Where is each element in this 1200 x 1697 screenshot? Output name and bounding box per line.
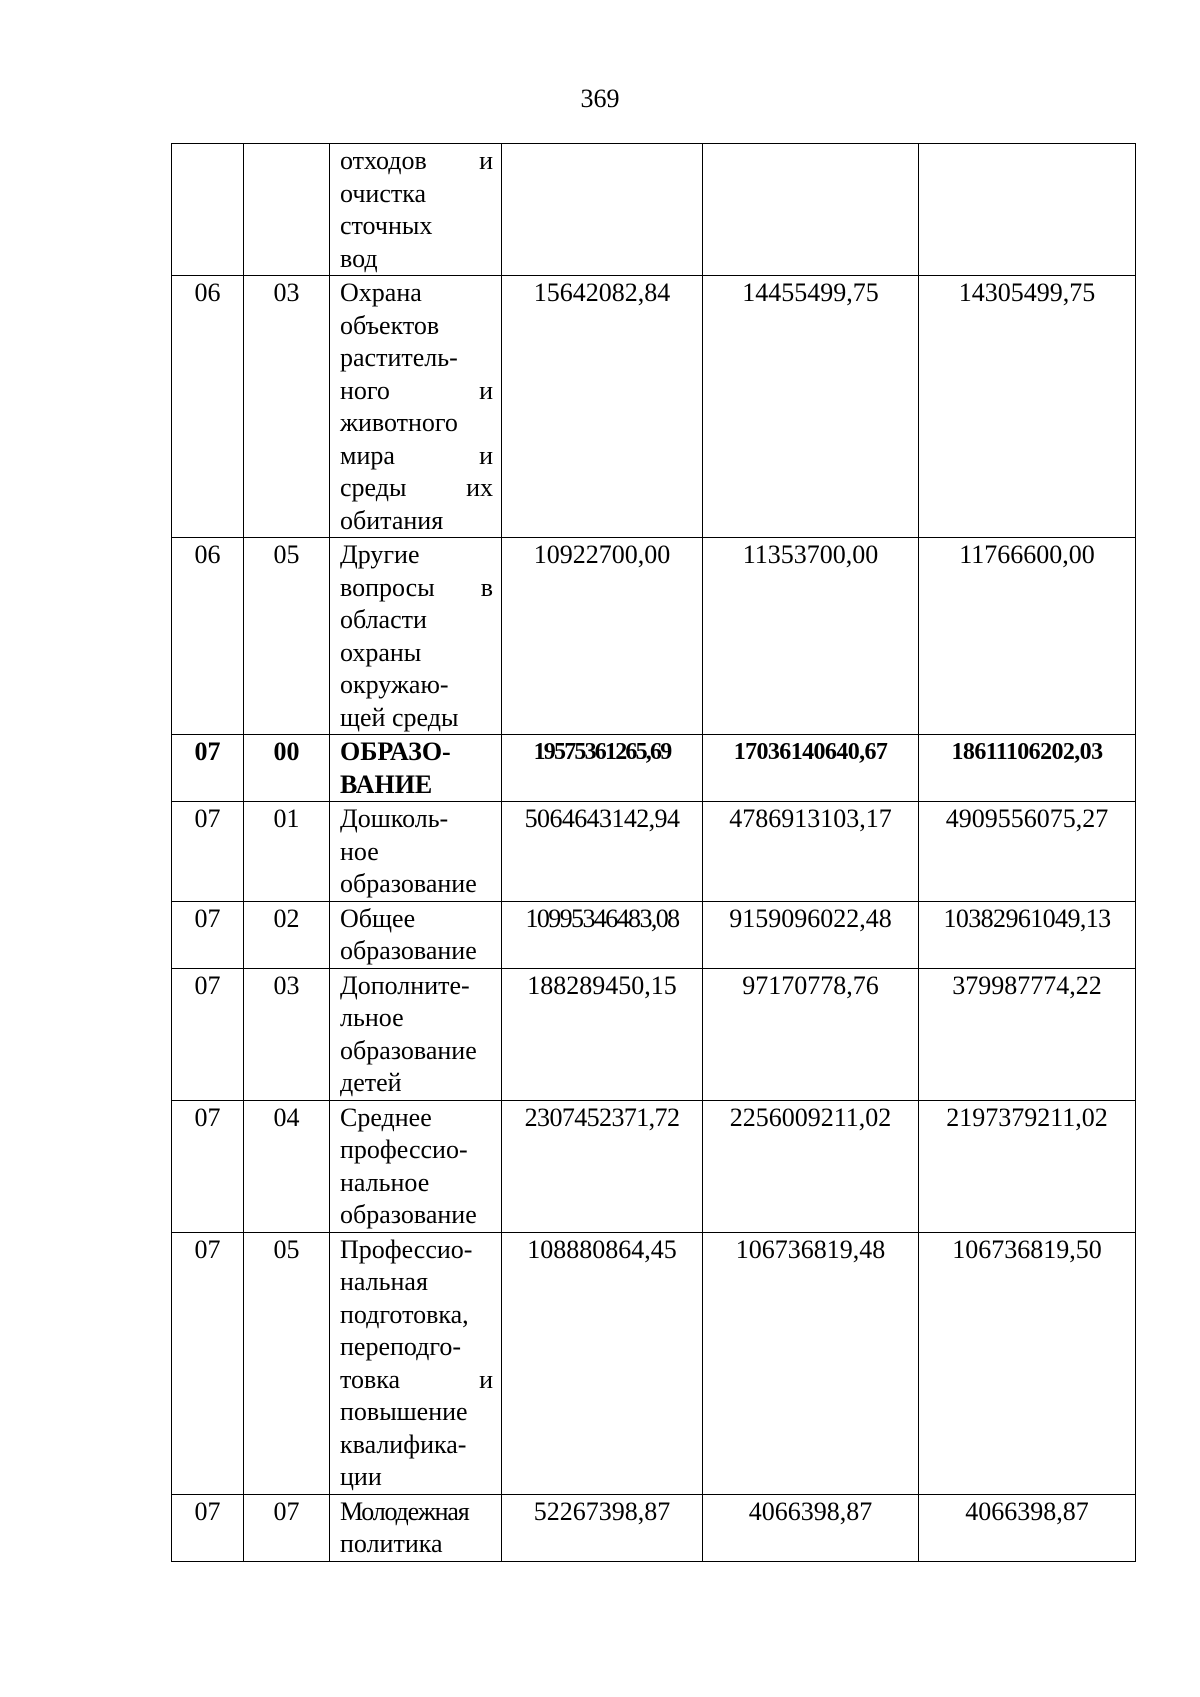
value-1-cell: 15642082,84 <box>502 276 703 538</box>
value-2-cell: 106736819,48 <box>703 1232 919 1494</box>
name-line: окружаю- <box>340 670 449 699</box>
value-3-cell: 379987774,22 <box>919 968 1136 1100</box>
name-line: нальное <box>340 1167 430 1197</box>
table-row <box>172 144 1136 276</box>
table-row <box>172 802 1136 902</box>
name-line: Профессио- <box>340 1234 473 1264</box>
section-code-cell: 06 <box>172 538 244 735</box>
value-1-cell: 188289450,15 <box>502 968 703 1100</box>
name-line: объектов <box>340 310 440 340</box>
name-line: льное <box>340 1003 404 1032</box>
name-line: Общее <box>340 903 416 933</box>
page-number: 369 <box>580 84 620 113</box>
name-line: профессио- <box>340 1135 468 1164</box>
name-line: Другие <box>340 540 420 569</box>
value-3-cell: 11766600,00 <box>919 538 1136 735</box>
value-2-cell <box>703 144 919 276</box>
section-code-cell: 07 <box>172 1100 244 1232</box>
name-line: вод <box>340 243 378 273</box>
value-3-cell: 106736819,50 <box>919 1232 1136 1494</box>
value-3-cell: 4909556075,27 <box>919 802 1136 902</box>
value-2-cell: 14455499,75 <box>703 276 919 538</box>
name-line: Среднее <box>340 1102 432 1132</box>
name-line: Молодежная <box>340 1496 469 1526</box>
name-cell <box>330 538 502 735</box>
name-line: Дошколь- <box>340 804 449 833</box>
name-line: щей среды <box>340 702 459 732</box>
value-1-cell <box>502 144 703 276</box>
subsection-code-cell: 05 <box>244 538 330 735</box>
value-3-cell: 10382961049,13 <box>919 901 1136 968</box>
name-line: политика <box>340 1529 443 1558</box>
section-code-cell: 07 <box>172 735 244 802</box>
subsection-code-cell: 04 <box>244 1100 330 1232</box>
table-row-total <box>172 735 1136 802</box>
table-body <box>172 144 1136 1562</box>
subsection-code-cell: 00 <box>244 735 330 802</box>
name-cell <box>330 1232 502 1494</box>
name-line: ного и <box>340 375 493 405</box>
value-3-cell: 2197379211,02 <box>919 1100 1136 1232</box>
name-line: животного <box>340 408 458 437</box>
name-cell <box>330 901 502 968</box>
section-code-cell: 07 <box>172 901 244 968</box>
name-line: подготовка, <box>340 1299 469 1329</box>
subsection-code-cell: 01 <box>244 802 330 902</box>
name-cell <box>330 968 502 1100</box>
name-cell <box>330 144 502 276</box>
section-code-cell: 07 <box>172 968 244 1100</box>
value-1-cell: 52267398,87 <box>502 1494 703 1561</box>
name-cell <box>330 735 502 802</box>
value-3-cell <box>919 144 1136 276</box>
section-code-cell: 07 <box>172 1232 244 1494</box>
subsection-code-cell: 05 <box>244 1232 330 1494</box>
name-line: сточных <box>340 211 433 240</box>
name-line: ОБРАЗО- <box>340 737 451 766</box>
name-line: товка и <box>340 1364 493 1394</box>
name-line: вопросы в <box>340 572 493 602</box>
value-2-cell: 4066398,87 <box>703 1494 919 1561</box>
name-line: Охрана <box>340 278 422 307</box>
name-line: охраны <box>340 637 422 667</box>
name-line: образование <box>340 1200 477 1229</box>
name-line: повышение <box>340 1397 468 1426</box>
table-row <box>172 901 1136 968</box>
name-line: мира и <box>340 440 493 470</box>
name-line: обитания <box>340 505 444 535</box>
section-code-cell: 07 <box>172 1494 244 1561</box>
name-line: ВАНИЕ <box>340 769 433 799</box>
value-3-cell: 4066398,87 <box>919 1494 1136 1561</box>
name-cell <box>330 1494 502 1561</box>
value-2-cell: 17036140640,67 <box>703 735 919 802</box>
name-line: детей <box>340 1068 402 1097</box>
name-line: раститель- <box>340 343 458 372</box>
value-1-cell: 19575361265,69 <box>502 735 703 802</box>
name-line: области <box>340 605 427 634</box>
subsection-code-cell <box>244 144 330 276</box>
name-line: ное <box>340 836 379 866</box>
name-line: ции <box>340 1462 382 1491</box>
subsection-code-cell: 02 <box>244 901 330 968</box>
name-line: отходов и <box>340 146 493 175</box>
name-line: нальная <box>340 1267 428 1296</box>
table-row <box>172 276 1136 538</box>
section-code-cell: 06 <box>172 276 244 538</box>
name-cell <box>330 802 502 902</box>
section-code-cell <box>172 144 244 276</box>
subsection-code-cell: 07 <box>244 1494 330 1561</box>
name-line: образование <box>340 936 477 965</box>
value-2-cell: 11353700,00 <box>703 538 919 735</box>
name-line: переподго- <box>340 1332 462 1361</box>
name-line: очистка <box>340 178 426 208</box>
value-2-cell: 4786913103,17 <box>703 802 919 902</box>
value-1-cell: 108880864,45 <box>502 1232 703 1494</box>
table-row <box>172 1232 1136 1494</box>
section-code-cell: 07 <box>172 802 244 902</box>
subsection-code-cell: 03 <box>244 968 330 1100</box>
name-line: образование <box>340 869 477 898</box>
table-row <box>172 1494 1136 1561</box>
name-line: образование <box>340 1035 477 1065</box>
budget-table <box>171 143 1136 1562</box>
value-2-cell: 9159096022,48 <box>703 901 919 968</box>
value-1-cell: 10922700,00 <box>502 538 703 735</box>
value-3-cell: 14305499,75 <box>919 276 1136 538</box>
value-1-cell: 2307452371,72 <box>502 1100 703 1232</box>
value-1-cell: 10995346483,08 <box>502 901 703 968</box>
name-cell <box>330 1100 502 1232</box>
value-2-cell: 97170778,76 <box>703 968 919 1100</box>
subsection-code-cell: 03 <box>244 276 330 538</box>
name-line: квалифика- <box>340 1429 467 1459</box>
table-row <box>172 968 1136 1100</box>
table-row <box>172 1100 1136 1232</box>
value-1-cell: 5064643142,94 <box>502 802 703 902</box>
value-3-cell: 18611106202,03 <box>919 735 1136 802</box>
value-2-cell: 2256009211,02 <box>703 1100 919 1232</box>
name-line: Дополните- <box>340 970 470 1000</box>
name-cell <box>330 276 502 538</box>
name-line: среды их <box>340 473 493 502</box>
table-row <box>172 538 1136 735</box>
